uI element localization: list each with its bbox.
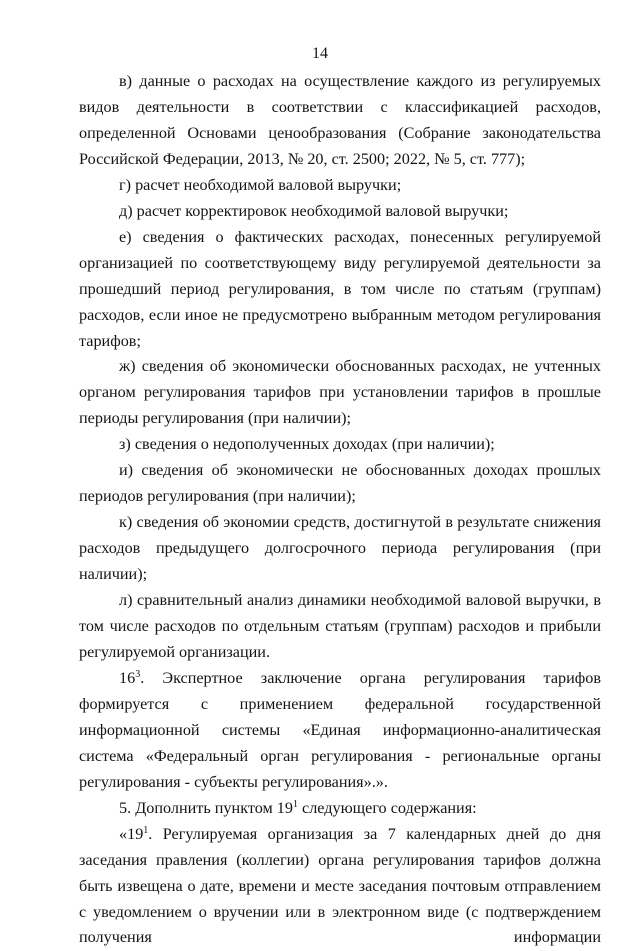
paragraph-e: е) сведения о фактических расходах, понесенных регулируемой организацией по соответствующему виду регулируемой деятельности за прошедший период регулирования, в том числе по статьям (группам) расходов, если иное не предусмотрено выбранным методом регулирования тарифов; (79, 227, 601, 350)
paragraph-16-3 (79, 666, 601, 796)
paragraph-item-5-superscript: 1 (292, 798, 298, 810)
paragraph-19-1-superscript: 1 (143, 824, 149, 836)
paragraph-item-5-tail: следующего содержания: (297, 798, 477, 817)
paragraph-d: д) расчет корректировок необходимой валовой выручки; (119, 201, 509, 220)
paragraph-item-5 (79, 796, 601, 822)
paragraph-zh: ж) сведения об экономически обоснованных расходах, не учтенных органом регулирования тарифов при установлении тарифов в прошлые периоды регулирования (при наличии); (79, 357, 601, 428)
paragraph-16-3-superscript: 3 (135, 668, 141, 680)
paragraph-19-1-lead: «19 (119, 824, 144, 843)
paragraph-19-1 (79, 822, 601, 951)
paragraph-16-3-text: . Экспертное заключение органа регулирования тарифов формируется с применением федеральной государственной информационной системы «Единая информационно-аналитическая система «Федеральный орган регулирования - региональные органы регулирования - субъекты регулирования».». (79, 668, 601, 791)
paragraph-g: г) расчет необходимой валовой выручки; (119, 175, 402, 194)
paragraph-16-3-number: 16 (119, 668, 136, 687)
document-body (79, 69, 601, 951)
paragraph-l: л) сравнительный анализ динамики необходимой валовой выручки, в том числе расходов по отдельным статьям (группам) расходов и прибыли регулируемой организации. (79, 591, 601, 661)
paragraph-z: з) сведения о недополученных доходах (при наличии); (119, 435, 495, 454)
paragraph-k: к) сведения об экономии средств, достигнутой в результате снижения расходов предыдущего долгосрочного периода регулирования (при наличии); (79, 513, 601, 584)
paragraph-19-1-text: . Регулируемая организация за 7 календарных дней до дня заседания правления (коллегии) органа регулирования тарифов должна быть извещена о дате, времени и месте заседания почтовым отправлением с уведомлением о вручении или в электронном виде (с подтверждением получения информации (79, 824, 601, 947)
paragraph-v: в) данные о расходах на осуществление каждого из регулируемых видов деятельности в соответствии с классификацией расходов, определенной Основами ценообразования (Собрание законодательства Российской Федерации, 2013, № 20, ст. 2500; 2022, № 5, ст. 777); (79, 72, 601, 168)
paragraph-item-5-text: 5. Дополнить пунктом 19 (119, 798, 293, 817)
page-number: 14 (312, 45, 328, 62)
paragraph-i: и) сведения об экономически не обоснованных доходах прошлых периодов регулирования (при наличии); (79, 461, 601, 506)
